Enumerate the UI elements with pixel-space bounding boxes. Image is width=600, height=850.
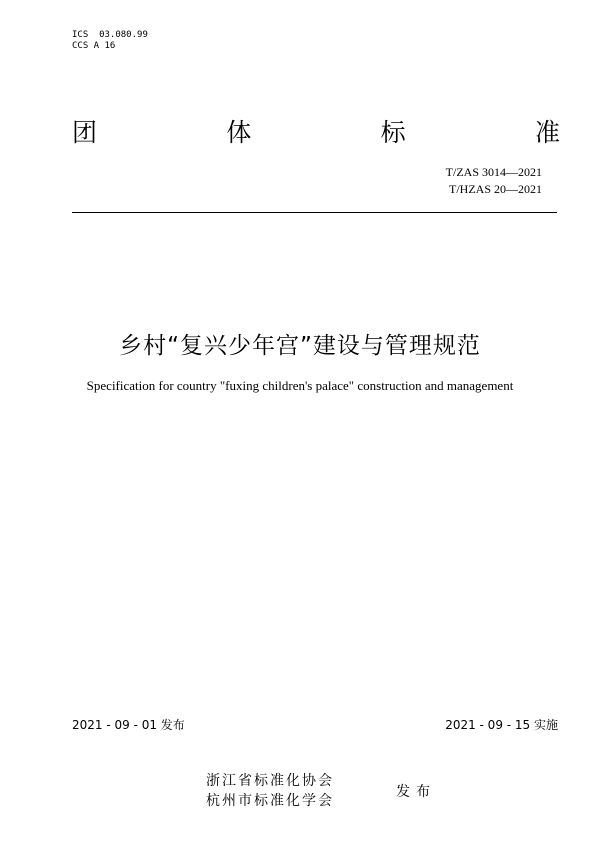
standard-numbers [446, 164, 542, 198]
issue-label: 发布 [396, 784, 436, 800]
issuing-organizations [206, 771, 334, 811]
doc-type-char: 体 [226, 118, 252, 147]
doc-type-char: 准 [534, 118, 560, 147]
document-type-heading [72, 114, 560, 148]
standard-number-secondary: T/HZAS 20—2021 [449, 182, 542, 196]
implement-date: 2021 - 09 - 15 实施 [445, 718, 558, 732]
classification-codes [72, 30, 148, 52]
title-chinese: 乡村“复兴少年宫”建设与管理规范 [119, 333, 481, 359]
issuer-hangzhou: 杭州市标准化学会 [206, 793, 334, 809]
doc-type-char: 标 [380, 118, 406, 147]
header-divider [72, 212, 557, 213]
standard-number-primary: T/ZAS 3014—2021 [445, 165, 542, 179]
ccs-code: CCS A 16 [72, 41, 116, 51]
ics-code: ICS 03.080.99 [72, 30, 148, 40]
publish-date: 2021 - 09 - 01 发布 [72, 718, 185, 732]
title-english: Specification for country "fuxing children's palace" construction and management [86, 378, 514, 393]
issuer-zhejiang: 浙江省标准化协会 [206, 773, 334, 789]
doc-type-char: 团 [72, 118, 98, 147]
